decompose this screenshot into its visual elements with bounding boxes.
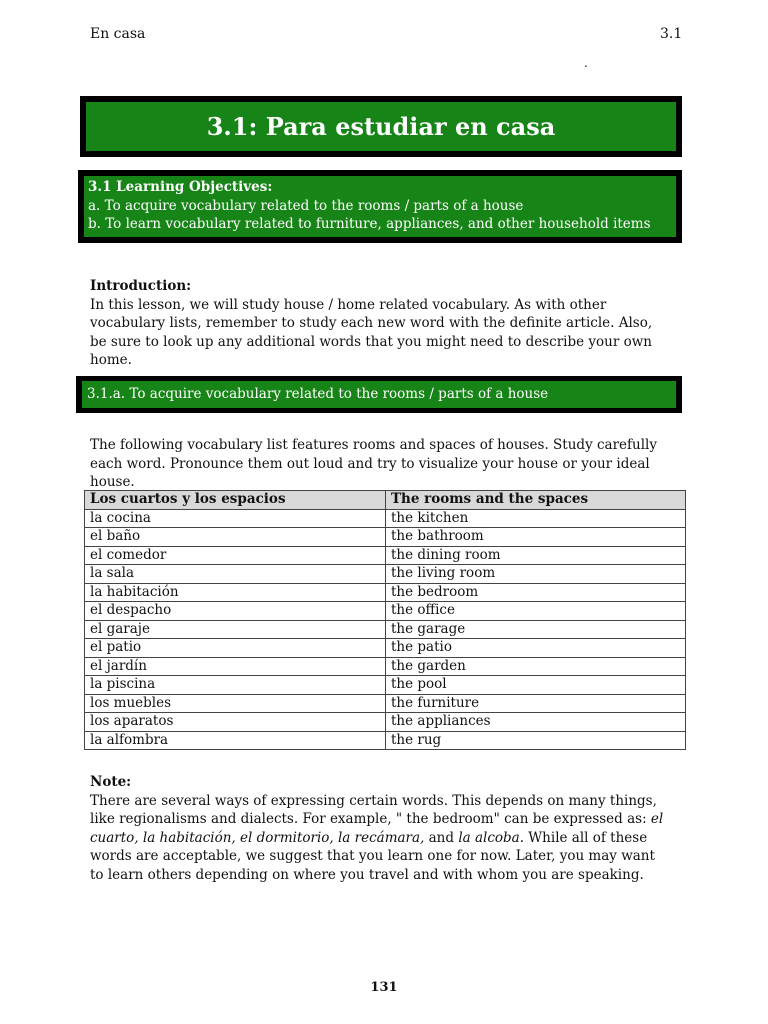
english-term: the bedroom bbox=[386, 583, 686, 602]
note-text-3: While all of these words are acceptable, we suggest that you learn one for now. Later, you may want to learn others depending on where you travel and with whom you are speaking. bbox=[90, 829, 655, 883]
spanish-term: la habitación bbox=[85, 583, 386, 602]
table-row bbox=[85, 639, 686, 658]
column-header-english: The rooms and the spaces bbox=[386, 491, 686, 510]
table-row bbox=[85, 602, 686, 621]
table-row bbox=[85, 657, 686, 676]
objectives-heading: 3.1 Learning Objectives: bbox=[88, 179, 273, 195]
spanish-term: el jardín bbox=[85, 657, 386, 676]
introduction-heading: Introduction: bbox=[90, 278, 192, 294]
note-italic-terms-2: la alcoba. bbox=[458, 829, 525, 846]
note-text-1: There are several ways of expressing certain words. This depends on many things, like regionalisms and dialects. For example, " the bedroom" can be expressed as: bbox=[90, 792, 657, 827]
section-banner bbox=[76, 376, 682, 413]
note-heading: Note: bbox=[90, 774, 132, 790]
english-term: the garage bbox=[386, 620, 686, 639]
objectives-box bbox=[78, 170, 682, 243]
note-body bbox=[90, 792, 670, 885]
table-row bbox=[85, 565, 686, 584]
objectives-content bbox=[84, 176, 676, 237]
spanish-term: la cocina bbox=[85, 509, 386, 528]
spanish-term: el patio bbox=[85, 639, 386, 658]
note-text-2: and bbox=[424, 829, 459, 846]
table-header-row bbox=[85, 491, 686, 510]
table-row bbox=[85, 528, 686, 547]
english-term: the dining room bbox=[386, 546, 686, 565]
english-term: the furniture bbox=[386, 694, 686, 713]
header-dot: . bbox=[584, 56, 588, 70]
page-number: 131 bbox=[370, 980, 398, 995]
spanish-term: la sala bbox=[85, 565, 386, 584]
table-row bbox=[85, 509, 686, 528]
table-row bbox=[85, 620, 686, 639]
section-title: 3.1.a. To acquire vocabulary related to the rooms / parts of a house bbox=[82, 381, 676, 408]
spanish-term: el garaje bbox=[85, 620, 386, 639]
table-row bbox=[85, 713, 686, 732]
spanish-term: el baño bbox=[85, 528, 386, 547]
english-term: the garden bbox=[386, 657, 686, 676]
english-term: the patio bbox=[386, 639, 686, 658]
objective-b: b. To learn vocabulary related to furniture, appliances, and other household items bbox=[88, 216, 651, 232]
table-row bbox=[85, 694, 686, 713]
table-row bbox=[85, 731, 686, 750]
vocab-lead-paragraph: The following vocabulary list features rooms and spaces of houses. Study carefully each word. Pronounce them out loud and try to visualize your house or your ideal house. bbox=[90, 437, 657, 490]
title-banner bbox=[80, 96, 682, 157]
spanish-term: la piscina bbox=[85, 676, 386, 695]
table-row bbox=[85, 583, 686, 602]
introduction-body: In this lesson, we will study house / home related vocabulary. As with other vocabulary lists, remember to study each new word with the definite article. Also, be sure to look up any additional words that you might need to describe your own home. bbox=[90, 296, 653, 368]
spanish-term: el despacho bbox=[85, 602, 386, 621]
note-italic-terms-1: el cuarto, la habitación, el dormitorio, la recámara, bbox=[90, 811, 664, 846]
english-term: the pool bbox=[386, 676, 686, 695]
note-section bbox=[90, 773, 670, 884]
english-term: the appliances bbox=[386, 713, 686, 732]
table-row bbox=[85, 546, 686, 565]
running-header-section: 3.1 bbox=[660, 26, 683, 42]
english-term: the bathroom bbox=[386, 528, 686, 547]
spanish-term: la alfombra bbox=[85, 731, 386, 750]
english-term: the office bbox=[386, 602, 686, 621]
table-row bbox=[85, 676, 686, 695]
page-title: 3.1: Para estudiar en casa bbox=[86, 102, 676, 151]
english-term: the kitchen bbox=[386, 509, 686, 528]
column-header-spanish: Los cuartos y los espacios bbox=[85, 491, 386, 510]
objective-a: a. To acquire vocabulary related to the rooms / parts of a house bbox=[88, 197, 524, 214]
running-header-title: En casa bbox=[90, 26, 146, 42]
english-term: the rug bbox=[386, 731, 686, 750]
introduction bbox=[90, 277, 670, 370]
english-term: the living room bbox=[386, 565, 686, 584]
spanish-term: el comedor bbox=[85, 546, 386, 565]
spanish-term: los muebles bbox=[85, 694, 386, 713]
vocabulary-table bbox=[84, 490, 686, 750]
spanish-term: los aparatos bbox=[85, 713, 386, 732]
